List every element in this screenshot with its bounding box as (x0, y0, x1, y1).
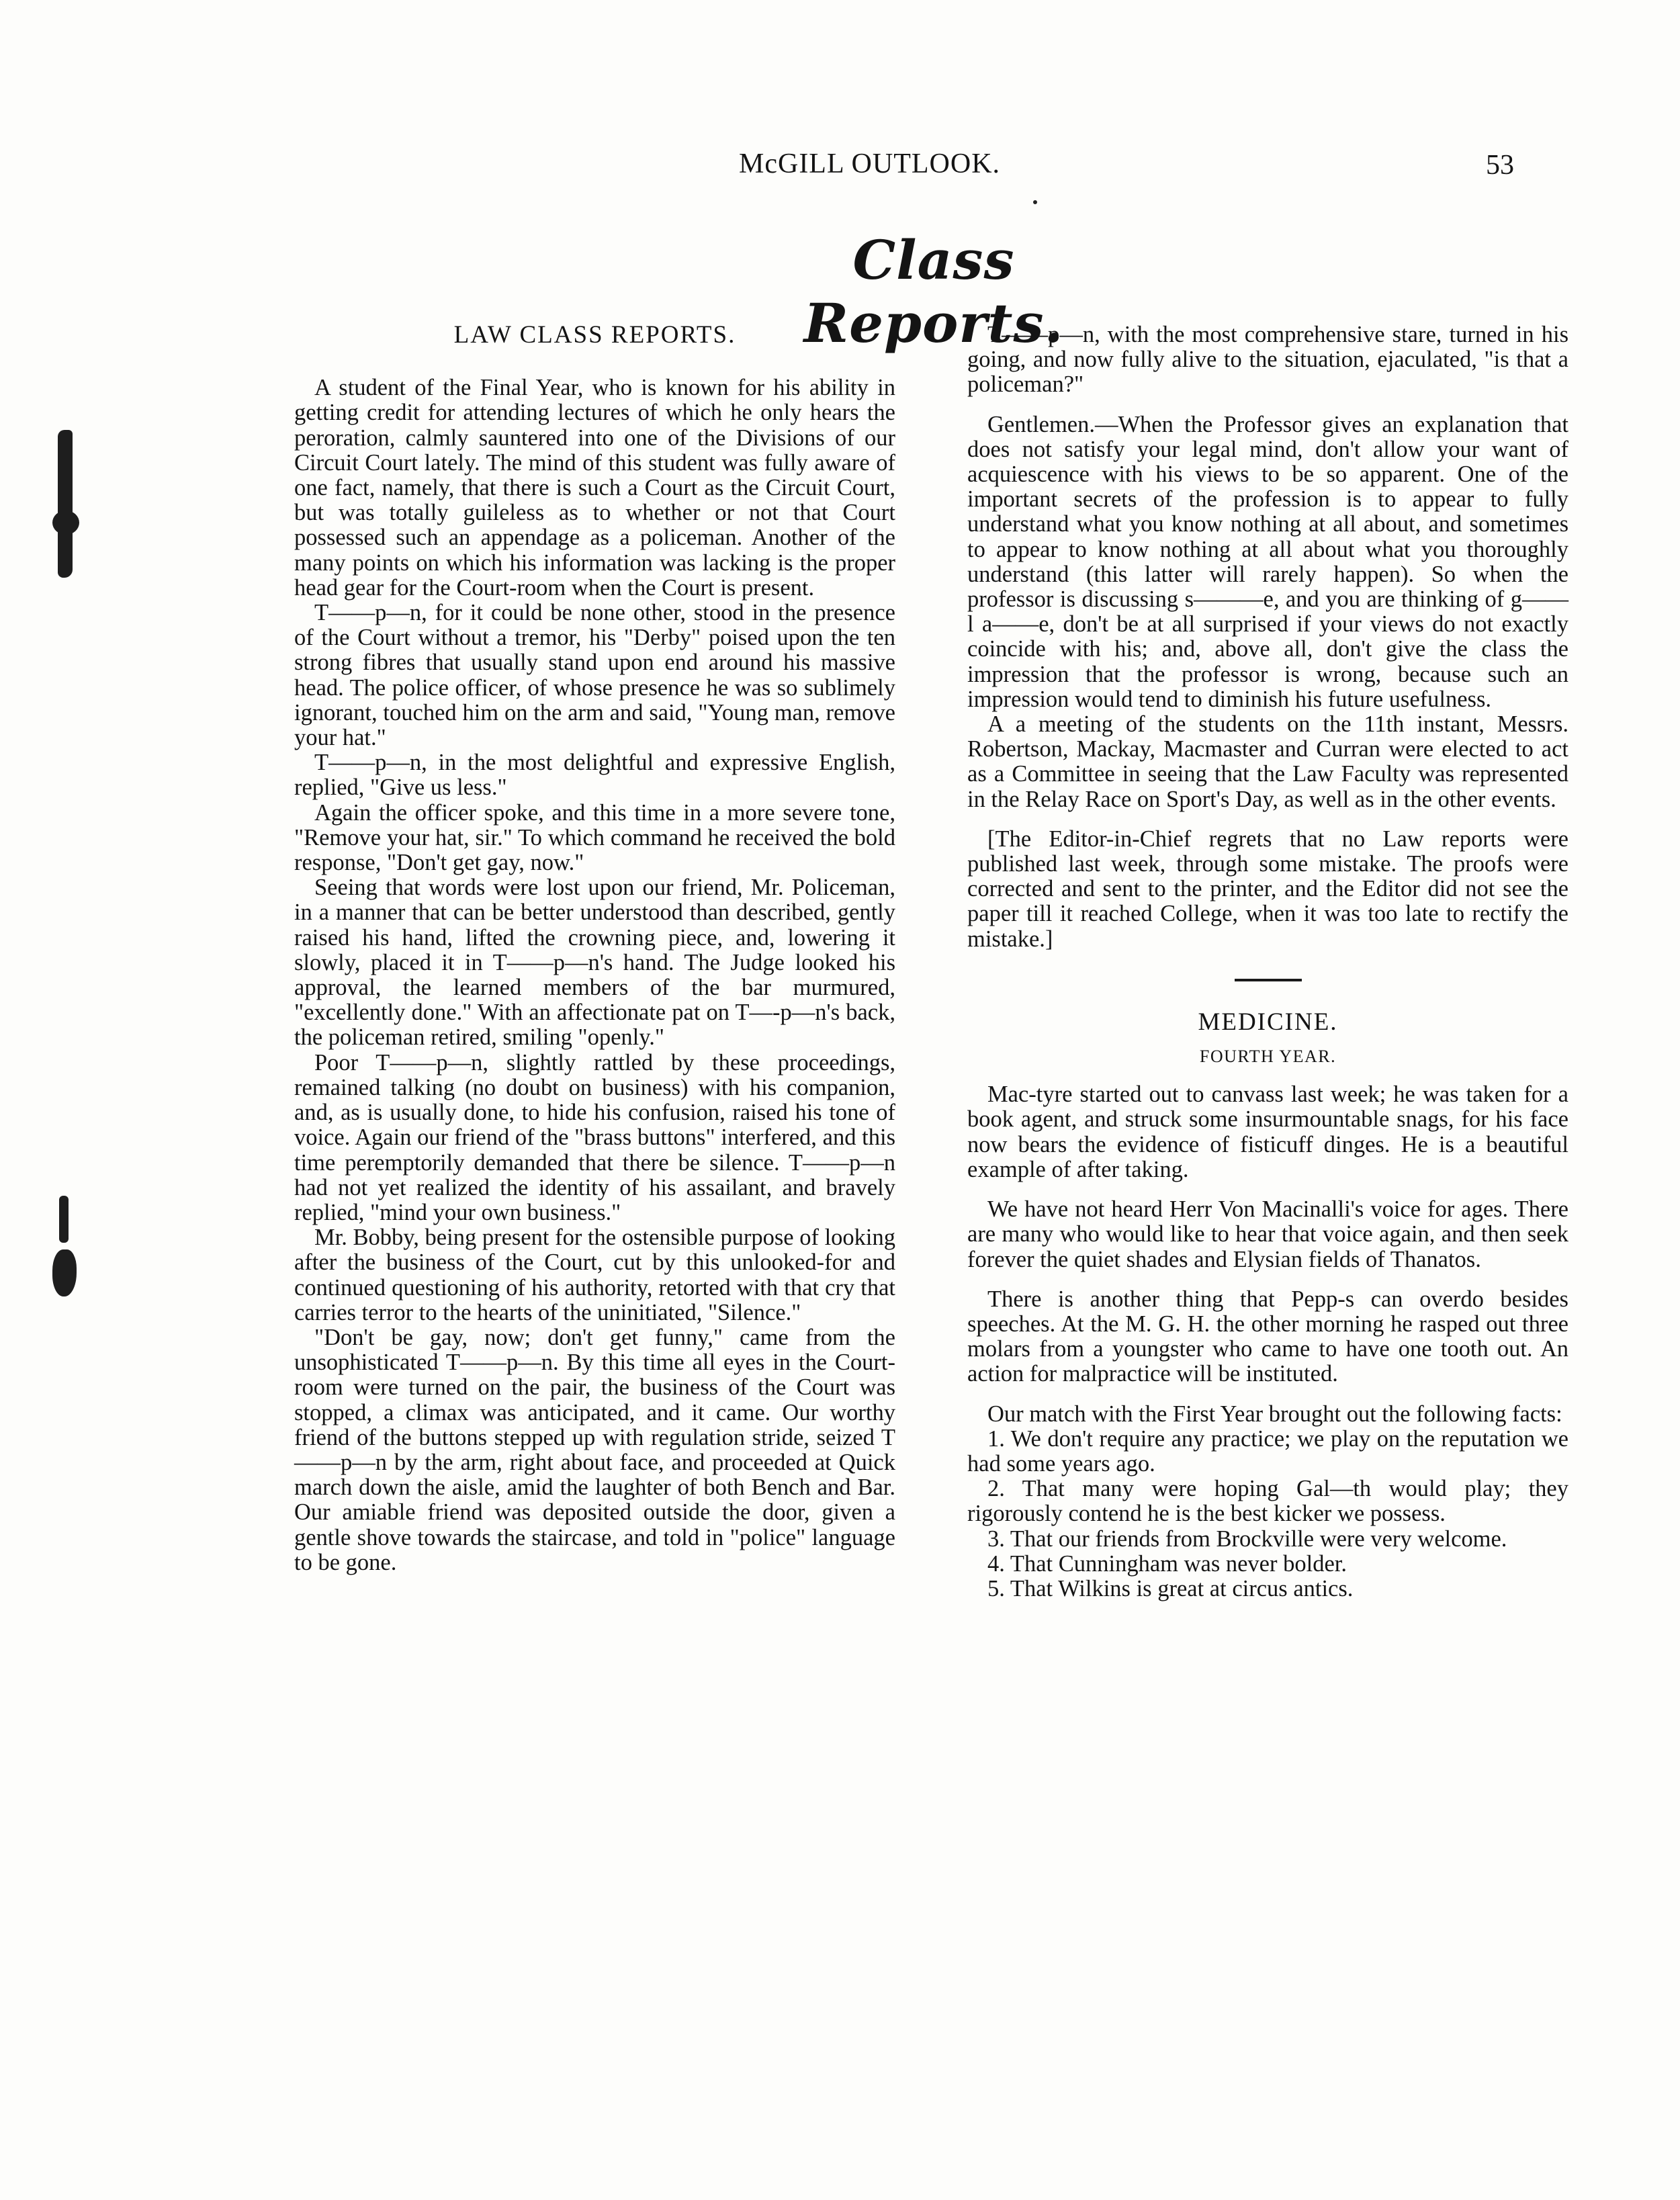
law-heading: LAW CLASS REPORTS. (453, 321, 736, 349)
medicine-subheading: FOURTH YEAR. (1199, 1047, 1337, 1067)
medicine-paragraph: We have not heard Herr Von Macinalli's voice for ages. There are many who would like to hear that voice again, and then seek forever the quiet shades and Elysian fields of Thanatos. (967, 1196, 1568, 1272)
law-paragraph: T——p—n, for it could be none other, stood in the presence of the Court without a tremor, his "Derby" poised upon the ten strong fibres that usually stand upon end around his massive head. The police officer, of whose presence he was so sublimely ignorant, touched him on the arm and said, "Young man, remove your hat." (294, 600, 895, 751)
list-item: 2. That many were hoping Gal—th would play; they rigorously contend he is the best kicker we possess. (967, 1476, 1568, 1527)
law-paragraph: Again the officer spoke, and this time in a more severe tone, "Remove your hat, sir." To which command he received the bold response, "Don't get gay, now." (294, 799, 895, 876)
law-paragraph: A a meeting of the students on the 11th instant, Messrs. Robertson, Mackay, Macmaster and Curran were elected to act as a Committee in seeing that the Law Faculty was represented in the Relay Race on Sport's Day, as well as in the other events. (967, 711, 1568, 812)
editor-note: [The Editor-in-Chief regrets that no Law reports were published last week, through some mistake. The proofs were corrected and sent to the printer, and the Editor did not see the paper till it reached College, when it was too late to rectify the mistake.] (967, 826, 1568, 952)
list-item: 5. That Wilkins is great at circus antics. (987, 1575, 1354, 1601)
medicine-heading: MEDICINE. (1198, 1008, 1338, 1036)
ink-blot-mark (52, 1249, 77, 1296)
law-paragraph: T——p—n, in the most delightful and expressive English, replied, "Give us less." (294, 750, 895, 801)
law-paragraph: Gentlemen.—When the Professor gives an explanation that does not satisfy your legal mind, don't allow your want of acquiescence with his views to be so apparent. One of the important secrets of the profession is to appear to fully understand what you know nothing at all about, and sometimes to appear to know nothing at all about what you thoroughly understand (this latter will rarely happen). So when the professor is discussing s———e, and you are thinking of g——l a——e, don't be at all surprised if your views do not exactly coincide with his; and, above all, don't give the class the impression that the professor is wrong, because such an impression would tend to diminish his future usefulness. (967, 411, 1568, 712)
medicine-paragraph: There is another thing that Pepp-s can overdo besides speeches. At the M. G. H. the other morning he rasped out three molars from a youngster who came to have one tooth out. An action for malpractice will be instituted. (967, 1286, 1568, 1387)
law-paragraph: Mr. Bobby, being present for the ostensible purpose of looking after the business of the Court, cut by this unlooked-for and continued questioning of his authority, retorted with that cry that carries terror to the hearts of the uninitiated, "Silence." (294, 1225, 895, 1325)
ink-blot-mark (52, 511, 79, 535)
section-title: Class Reports. (803, 228, 1064, 355)
law-paragraph: Poor T——p—n, slightly rattled by these proceedings, remained talking (no doubt on business) with his companion, and, as is usually done, to hide his confusion, raised his tone of voice. Again our friend of the "brass buttons" interfered, and this time peremptorily demanded that there be silence. T——p—n had not yet realized the identity of his assailant, and bravely replied, "mind your own business." (294, 1049, 895, 1225)
print-speck (1033, 200, 1037, 204)
list-item: 3. That our friends from Brockville were very welcome. (987, 1526, 1507, 1552)
section-divider (1235, 979, 1302, 981)
medicine-paragraph: Our match with the First Year brought out the following facts: (987, 1401, 1562, 1427)
medicine-paragraph: Mac-tyre started out to canvass last week; he was taken for a book agent, and struck some insurmountable snags, for his face now bears the evidence of fisticuff dinges. He is a beautiful example of after taking. (967, 1082, 1568, 1182)
law-paragraph: "Don't be gay, now; don't get funny," came from the unsophisticated T——p—n. By this time all eyes in the Court-room were turned on the pair, the business of the Court was stopped, a climax was anticipated, and it came. Our worthy friend of the buttons stepped up with regulation stride, seized T——p—n by the arm, right about face, and proceeded at Quick march down the aisle, amid the laughter of both Bench and Bar. Our amiable friend was deposited outside the door, given a gentle shove towards the staircase, and told in "police" language to be gone. (294, 1324, 895, 1575)
running-title: McGILL OUTLOOK. (739, 148, 1001, 179)
list-item: 1. We don't require any practice; we play on the reputation we had some years ago. (967, 1425, 1568, 1477)
list-item: 4. That Cunningham was never bolder. (987, 1550, 1347, 1577)
law-paragraph: T——p—n, with the most comprehensive stare, turned in his going, and now fully alive to the situation, ejaculated, "is that a policeman?" (967, 322, 1568, 398)
ink-blot-mark (59, 1196, 69, 1243)
left-column (294, 322, 895, 1575)
law-paragraph: Seeing that words were lost upon our friend, Mr. Policeman, in a manner that can be better understood than described, gently raised his hand, lifted the crowning piece, and, lowering it slowly, placed it in T——p—n's hand. The Judge looked his approval, the learned members of the bar murmured, "excellently done." With an affectionate pat on T—-p—n's back, the policeman retired, smiling "openly." (294, 875, 895, 1051)
right-column (967, 322, 1568, 1601)
ink-blot-mark (58, 430, 73, 578)
facts-list (967, 1427, 1568, 1601)
law-paragraph: A student of the Final Year, who is known for his ability in getting credit for attending lectures of which he only hears the peroration, calmly sauntered into one of the Divisions of our Circuit Court lately. The mind of this student was fully aware of one fact, namely, that there is such a Court as the Circuit Court, but was totally guileless as to whether or not that Court possessed such an appendage as a policeman. Another of the many points on which his information was lacking is the proper head gear for the Court-room when the Court is present. (294, 375, 895, 601)
page-number: 53 (1486, 150, 1514, 181)
